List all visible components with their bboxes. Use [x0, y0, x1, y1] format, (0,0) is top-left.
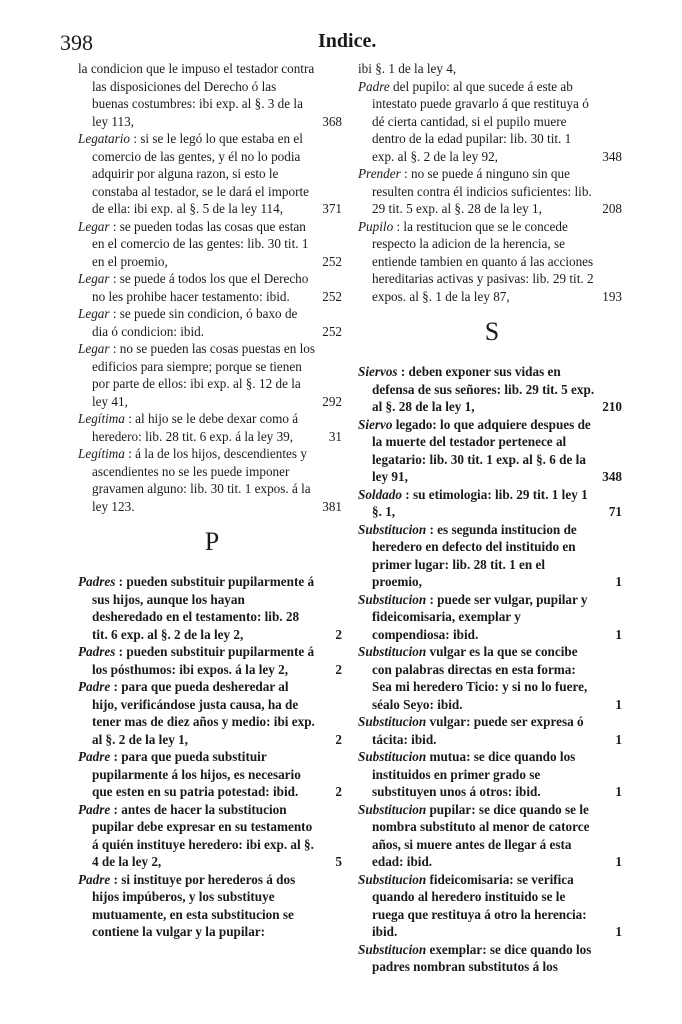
index-entry — [358, 165, 626, 218]
entry-headword: Padres — [78, 644, 116, 659]
entry-text — [358, 486, 626, 521]
entry-headword: Legar — [78, 341, 110, 356]
entry-page-ref: 71 — [608, 504, 622, 519]
entry-body: : su etimologia: lib. 29 tit. 1 ley 1 §. 1, — [372, 486, 588, 519]
index-entry — [358, 78, 626, 166]
entry-page-ref: 1 — [615, 731, 622, 747]
entry-headword: Padre — [78, 679, 111, 694]
entry-text — [78, 270, 346, 305]
entry-headword: Legítima — [78, 446, 125, 461]
index-entry — [78, 340, 346, 410]
entry-page-ref: 252 — [322, 288, 342, 304]
entry-page-ref: 252 — [322, 253, 342, 269]
entry-page-ref: 1 — [615, 784, 622, 799]
entry-text — [78, 573, 346, 643]
entry-text — [358, 521, 626, 591]
entry-body: legado: lo que adquiere despues de la muerte del testador pertenece al legatario: lib. 30 tit. 1 exp. al §. 6 de la ley 91, — [372, 416, 591, 484]
index-entry — [78, 871, 346, 941]
entry-headword: Legar — [78, 306, 110, 321]
entry-text — [358, 801, 626, 871]
index-entry — [78, 270, 346, 305]
entry-text — [358, 363, 626, 416]
entry-body: mutua: se dice quando los instituidos en primer grado se substituyen unos á otros: ibid. — [372, 749, 576, 799]
entry-body: pupilar: se dice quando se le nombra substituto al menor de catorce años, si muere antes de llegar á esta edad: ibid. — [372, 801, 590, 869]
entry-headword: Pupilo — [358, 218, 394, 234]
entry-headword: Substitucion — [358, 714, 427, 729]
index-entry — [78, 410, 346, 445]
entry-page-ref: 1 — [615, 924, 622, 939]
entry-page-ref: 348 — [602, 148, 622, 164]
entry-headword: Substitucion — [358, 644, 427, 659]
entry-body: fideicomisaria: se verifica quando al heredero instituido se le ruega que restituya á otro la herencia: ibid. — [372, 871, 587, 939]
page-number: 398 — [60, 30, 93, 55]
entry-page-ref: 1 — [615, 626, 622, 642]
entry-text — [78, 340, 346, 410]
entry-page-ref: 193 — [602, 288, 622, 304]
entry-text — [358, 748, 626, 801]
entry-text — [358, 871, 626, 941]
section-letter-p: P — [204, 527, 220, 556]
entry-body: la condicion que le impuso el testador contra las disposiciones del Derecho ó las buenas costumbres: ibi exp. al §. 3 de la ley 113, — [78, 61, 315, 129]
entry-body: : deben exponer sus vidas en defensa de sus señores: lib. 29 tit. 5 exp. al §. 28 de la ley 1, — [372, 364, 595, 414]
entry-page-ref: 210 — [602, 399, 622, 414]
entry-body: : no se puede á ninguno sin que resulten contra él indicios suficientes: lib. 29 tit. 5 exp. al §. 28 de la ley 1, — [372, 166, 592, 216]
entry-headword: Substitucion — [358, 941, 427, 957]
entry-text — [78, 445, 346, 515]
entry-page-ref: 31 — [328, 428, 342, 444]
entry-text — [78, 678, 346, 748]
right-entries-before — [358, 60, 626, 305]
entry-headword: Padre — [78, 801, 111, 817]
entry-page-ref: 1 — [615, 854, 622, 869]
entry-headword: Substitucion — [358, 521, 427, 537]
entry-headword: Legítima — [78, 411, 125, 426]
index-entry — [358, 416, 626, 486]
entry-body: : se pueden todas las cosas que estan en el comercio de las gentes: lib. 30 tit. 1 en el proemio, — [92, 218, 309, 269]
section-letter-s: S — [484, 317, 500, 346]
index-entry — [358, 871, 626, 941]
entry-page-ref: 2 — [335, 626, 342, 642]
entry-body: : para que pueda substituir pupilarmente á los hijos, es necesario que esten en su patria potestad: ibid. — [92, 749, 301, 799]
entry-body: : si instituye por herederos á dos hijos impúberos, y los substituye mutuamente, en esta substitucion se contiene la vulgar y la pupilar: — [92, 871, 296, 939]
index-entry — [78, 801, 346, 871]
entry-text — [78, 305, 346, 340]
entry-text — [358, 218, 626, 306]
index-entry — [78, 305, 346, 340]
index-entry — [358, 591, 626, 644]
entry-text — [358, 643, 626, 713]
index-entry — [358, 748, 626, 801]
entry-body: vulgar es la que se concibe con palabras directas en esta forma: Sea mi heredero Ticio: y si no lo fuere, séalo Seyo: ibid. — [372, 644, 588, 712]
entry-body: : pueden substituir pupilarmente á los pósthumos: ibi expos. á la ley 2, — [92, 644, 315, 677]
entry-body: : no se pueden las cosas puestas en los edificios para siempre; porque se tienen por parte de ellos: ibi exp. al §. 12 de la ley 41, — [92, 341, 315, 409]
entry-text — [78, 130, 346, 218]
entry-page-ref: 252 — [322, 323, 342, 339]
entry-body: : antes de hacer la substitucion pupilar debe expresar en su testamento á quién instituye heredero: ibi exp. al §. 4 de la ley 2, — [92, 801, 314, 869]
index-entry — [78, 678, 346, 748]
index-entry — [78, 445, 346, 515]
index-entry — [78, 643, 346, 678]
entry-body: : al hijo se le debe dexar como á heredero: lib. 28 tit. 6 exp. á la ley 39, — [92, 411, 299, 444]
entry-body: : para que pueda desheredar al hijo, verificándose justa causa, ha de tener mas de diez años y medio: ibi exp. al §. 2 de la ley 1, — [92, 679, 315, 747]
entry-page-ref: 2 — [335, 661, 342, 677]
entry-headword: Padres — [78, 574, 116, 589]
entry-headword: Siervo — [358, 416, 393, 432]
entry-body: : la restitucion que se le concede respecto la adicion de la herencia, se entiende tambien en quanto á las acciones hereditarias activas y pasivas: lib. 29 tit. 2 expos. al §. 1 de la ley 87, — [372, 218, 594, 304]
entry-body: : es segunda institucion de heredero en defecto del instituido en primer lugar: lib. 28 tit. 1 en el proemio, — [372, 521, 577, 589]
entry-text — [358, 416, 626, 486]
entry-body: : puede ser vulgar, pupilar y fideicomisaria, exemplar y compendiosa: ibid. — [372, 591, 588, 642]
entry-text — [78, 871, 346, 941]
entry-headword: Padre — [78, 749, 111, 764]
entry-body: ibi §. 1 de la ley 4, — [358, 61, 457, 76]
entry-headword: Padre — [78, 871, 111, 887]
entry-text — [78, 60, 346, 130]
index-entry — [78, 218, 346, 271]
index-entry — [358, 60, 626, 78]
entry-page-ref: 5 — [335, 854, 342, 869]
entry-page-ref: 1 — [615, 696, 622, 712]
index-entry — [358, 643, 626, 713]
entry-text — [358, 78, 626, 166]
right-column — [358, 60, 626, 976]
entry-body: : pueden substituir pupilarmente á sus hijos, aunque los hayan desheredado en el testamento: lib. 28 tit. 6 exp. al §. 2 de la ley 2, — [92, 574, 315, 642]
index-entry — [358, 486, 626, 521]
entry-headword: Substitucion — [358, 749, 427, 764]
entry-text — [358, 60, 626, 78]
entry-page-ref: 368 — [322, 113, 342, 129]
index-entry — [78, 748, 346, 801]
entry-text — [78, 218, 346, 271]
index-entry — [78, 573, 346, 643]
entry-page-ref: 2 — [335, 784, 342, 799]
entry-body: : se puede sin condicion, ó baxo de dia ó condicion: ibid. — [92, 306, 298, 339]
entry-page-ref: 371 — [322, 201, 342, 216]
entry-text — [78, 643, 346, 678]
entry-headword: Padre — [358, 78, 390, 94]
entry-body: : si se le legó lo que estaba en el comercio de las gentes, y él no lo podia adquirir por alguna razon, si esto le constaba al testador, se le dará el importe de ella: ibi exp. al §. 5 de la ley 114, — [92, 131, 309, 216]
entry-page-ref: 348 — [602, 469, 622, 484]
index-entry — [358, 713, 626, 748]
entry-headword: Substitucion — [358, 801, 427, 817]
right-entries-after — [358, 363, 626, 976]
left-column — [78, 60, 346, 941]
index-entry — [358, 363, 626, 416]
entry-headword: Prender — [358, 166, 401, 181]
index-entry — [358, 941, 626, 976]
entry-headword: Siervos — [358, 364, 398, 379]
entry-page-ref: 1 — [615, 574, 622, 589]
entry-body: exemplar: se dice quando los padres nombran substitutos á los — [372, 941, 592, 974]
entry-text — [78, 801, 346, 871]
entry-headword: Legar — [78, 271, 110, 286]
entry-text — [78, 748, 346, 801]
index-entry — [358, 218, 626, 306]
index-entry — [358, 521, 626, 591]
page-title: Indice. — [318, 30, 377, 52]
entry-page-ref: 381 — [322, 498, 342, 514]
entry-headword: Substitucion — [358, 871, 427, 887]
entry-body: del pupilo: al que sucede á este ab intestato puede gravarlo á que restituya ó dé cierta cantidad, si el pupilo muere dentro de la edad pupilar: lib. 30 tit. 1 exp. al §. 2 de la ley 92, — [372, 78, 589, 164]
entry-headword: Soldado — [358, 486, 402, 502]
entry-headword: Substitucion — [358, 591, 427, 607]
entry-text — [358, 591, 626, 644]
left-entries-after — [78, 573, 346, 941]
entry-text — [358, 713, 626, 748]
entry-text — [358, 941, 626, 976]
entry-headword: Legatario — [78, 131, 131, 146]
entry-page-ref: 2 — [335, 731, 342, 747]
entry-page-ref: 292 — [322, 393, 342, 409]
entry-headword: Legar — [78, 218, 110, 234]
entry-text — [358, 165, 626, 218]
entry-text — [78, 410, 346, 445]
entry-body: vulgar: puede ser expresa ó tácita: ibid. — [372, 714, 584, 747]
index-entry — [78, 130, 346, 218]
entry-body: : á la de los hijos, descendientes y ascendientes no se les puede imponer gravamen alguno: lib. 30 tit. 1 expos. á la ley 123. — [92, 446, 311, 514]
index-entry — [358, 801, 626, 871]
entry-page-ref: 208 — [602, 201, 622, 216]
left-entries-before — [78, 60, 346, 515]
index-entry — [78, 60, 346, 130]
entry-body: : se puede á todos los que el Derecho no les prohibe hacer testamento: ibid. — [92, 271, 309, 304]
